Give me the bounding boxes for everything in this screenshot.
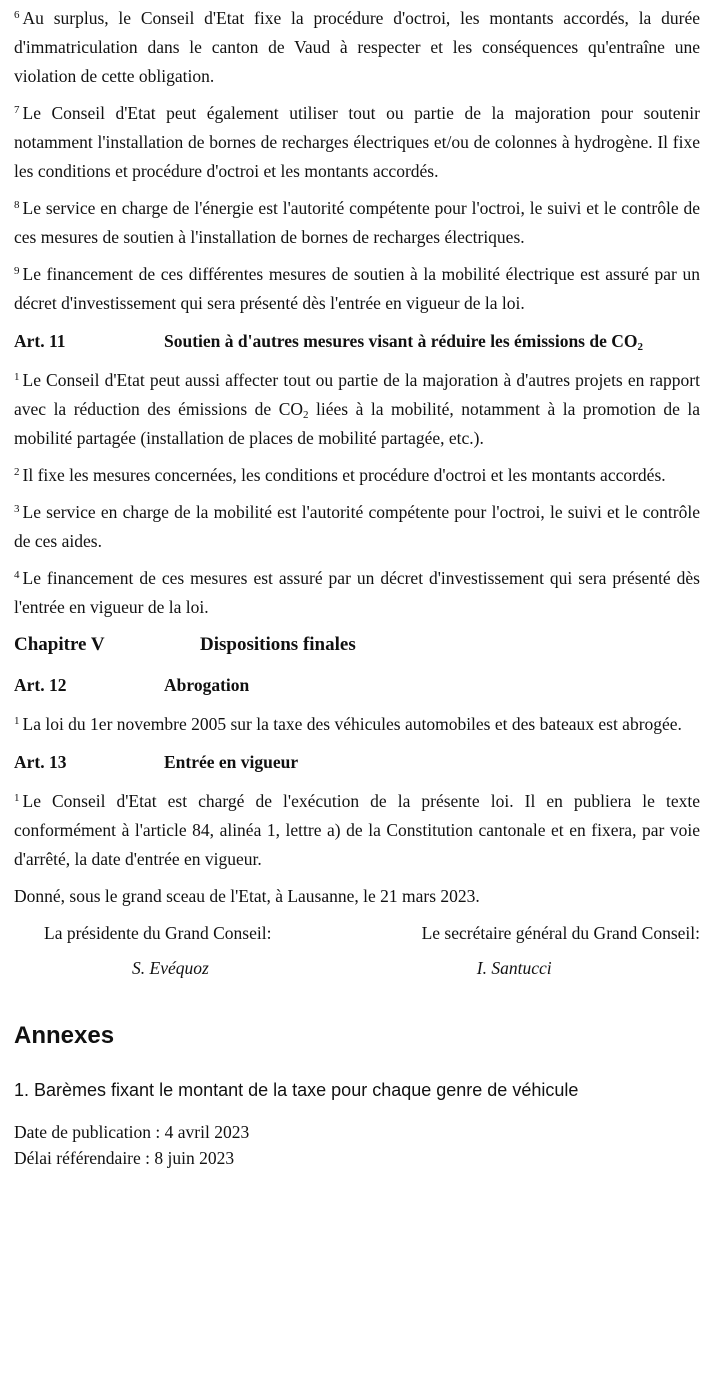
article-number: Art. 13 <box>14 752 67 772</box>
paragraph-9 <box>14 260 700 318</box>
signature-left-role: La présidente du Grand Conseil: <box>44 923 272 943</box>
article-13-heading <box>14 747 700 777</box>
chapter-number: Chapitre V <box>14 634 105 655</box>
art13-paragraph-1 <box>14 787 700 874</box>
paragraph-text: Le service en charge de la mobilité est l'autorité compétente pour l'octroi, le suivi et le contrôle de ces aides. <box>14 502 700 551</box>
article-title: Soutien à d'autres mesures visant à réduire les émissions de $CO_2$ <box>164 331 643 353</box>
paragraph-number: 1 <box>14 715 20 727</box>
paragraph-text: Le Conseil d'Etat peut également utiliser tout ou partie de la majoration pour soutenir notamment l'installation de bornes de recharges électriques et/ou de colonnes à hydrogène. Il fixe les conditions et procédure d'octroi et les montants accordés. <box>14 103 700 181</box>
signature-right-role: Le secrétaire général du Grand Conseil: <box>421 923 700 943</box>
signature-roles <box>14 919 700 948</box>
paragraph-number: 9 <box>14 265 20 277</box>
given-statement: Donné, sous le grand sceau de l'Etat, à Lausanne, le 21 mars 2023. <box>14 886 480 906</box>
paragraph-text: Le financement de ces différentes mesures de soutien à la mobilité électrique est assuré par un décret d'investissement qui sera présenté dès l'entrée en vigueur de la loi. <box>14 264 700 313</box>
paragraph-text: Au surplus, le Conseil d'Etat fixe la procédure d'octroi, les montants accordés, la durée d'immatriculation dans le canton de Vaud à respecter et les conséquences qu'entraîne une violation de cette obligation. <box>14 8 700 86</box>
publication-date: Date de publication : 4 avril 2023 <box>14 1122 250 1142</box>
article-title: Entrée en vigueur <box>164 752 299 772</box>
art11-paragraph-2 <box>14 461 700 490</box>
paragraph-6 <box>14 4 700 91</box>
art11-paragraph-1: $^1$ Le Conseil d'Etat peut aussi affecter tout ou partie de la majoration à d'autres projets en rapport avec la réduction des émissions de $CO_2$ liées à la mobilité, notamment à la promotion de la mobilité partagée (installation de places de mobilité partagée, etc.). <box>14 370 700 448</box>
article-number: Art. 11 <box>14 331 66 351</box>
chapter-title: Dispositions finales <box>200 634 356 655</box>
article-number: Art. 12 <box>14 675 67 695</box>
paragraph-8 <box>14 194 700 252</box>
article-12-heading <box>14 670 700 700</box>
paragraph-number: 1 <box>14 371 20 383</box>
paragraph-number: 3 <box>14 503 20 515</box>
paragraph-number: 2 <box>14 466 20 478</box>
art12-paragraph-1 <box>14 710 700 739</box>
paragraph-text: Le service en charge de l'énergie est l'autorité compétente pour l'octroi, le suivi et le contrôle de ces mesures de soutien à l'installation de bornes de recharges électriques. <box>14 198 700 247</box>
paragraph-text: Le Conseil d'Etat est chargé de l'exécution de la présente loi. Il en publiera le texte conformément à l'article 84, alinéa 1, lettre a) de la Constitution cantonale et en fixera, par voie d'arrêté, la date d'entrée en vigueur. <box>14 791 700 869</box>
article-11-heading <box>14 326 700 356</box>
art11-paragraph-4 <box>14 564 700 622</box>
paragraph-7 <box>14 99 700 186</box>
art11-paragraph-3 <box>14 498 700 556</box>
document-page <box>14 0 700 1171</box>
article-title: Abrogation <box>164 675 250 695</box>
paragraph-text: La loi du 1er novembre 2005 sur la taxe des véhicules automobiles et des bateaux est abrogée. <box>22 714 682 734</box>
paragraph-number: 6 <box>14 9 20 21</box>
annex-item-link[interactable]: 1. Barèmes fixant le montant de la taxe pour chaque genre de véhicule <box>14 1080 579 1100</box>
chapter-heading <box>14 630 700 660</box>
annexes-heading: Annexes <box>14 1022 115 1049</box>
paragraph-text: Il fixe les mesures concernées, les conditions et procédure d'octroi et les montants accordés. <box>22 465 666 485</box>
signature-right-name: I. Santucci <box>476 958 552 978</box>
referendum-deadline: Délai référendaire : 8 juin 2023 <box>14 1148 235 1168</box>
signature-names <box>14 948 700 983</box>
paragraph-number: 7 <box>14 104 20 116</box>
paragraph-number: 8 <box>14 199 20 211</box>
paragraph-number: 4 <box>14 569 20 581</box>
paragraph-text: Le financement de ces mesures est assuré par un décret d'investissement qui sera présenté dès l'entrée en vigueur de la loi. <box>14 568 700 617</box>
paragraph-number: 1 <box>14 792 20 804</box>
signature-left-name: S. Evéquoz <box>132 958 209 978</box>
